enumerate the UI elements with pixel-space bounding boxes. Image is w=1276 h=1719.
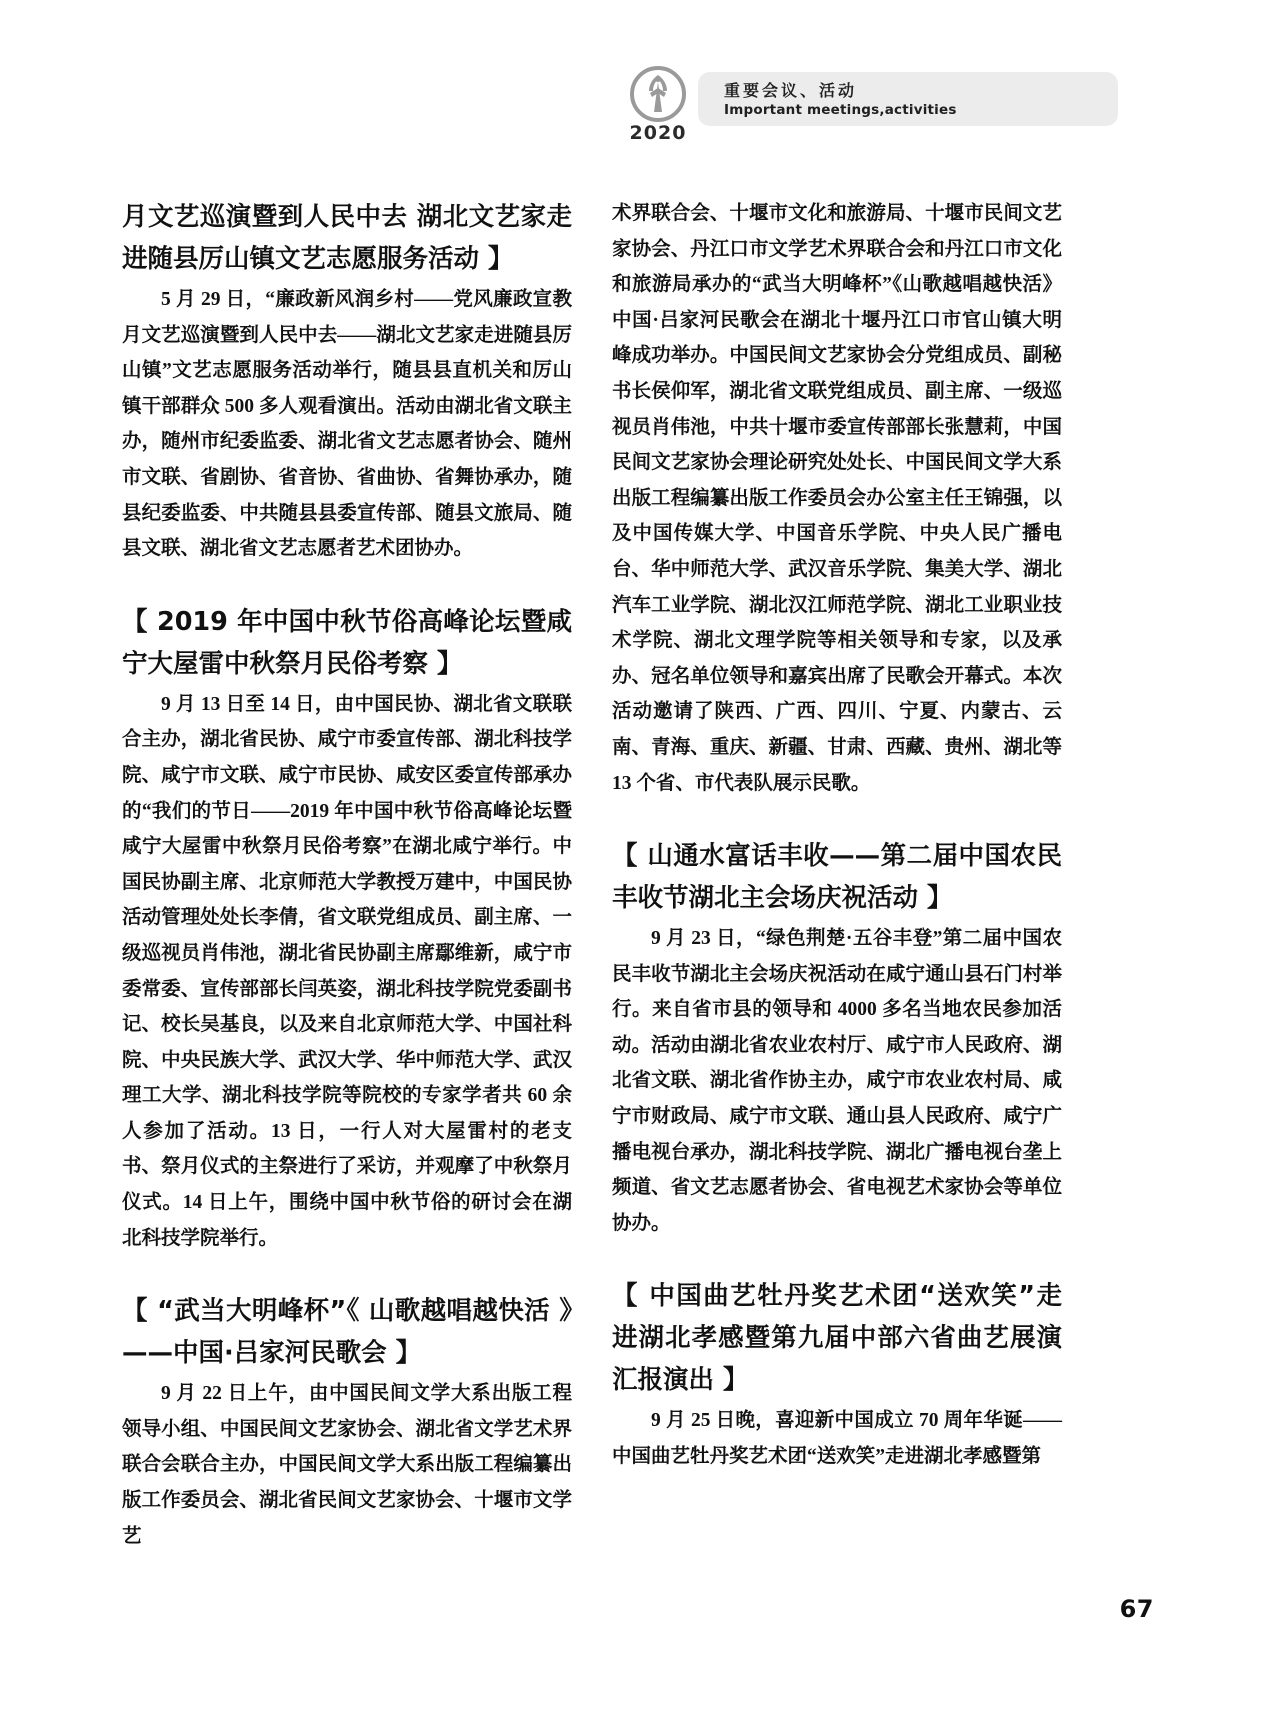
paragraph-nongmin-fengshou: 9 月 23 日，“绿色荆楚·五谷丰登”第二届中国农民丰收节湖北主会场庆祝活动在咸宁通山县石门村举行。来自省市县的领导和 4000 多名当地农民参加活动。活动由湖北省农业农村厅、咸宁市人民政府、湖北省文联、湖北省作协主办，咸宁市农业农村局、咸宁市财政局、咸宁市文联、通山县人民政府、咸宁广播电视台承办，湖北科技学院、湖北广播电视台垄上频道、省文艺志愿者协会、省电视艺术家协会等单位协办。 [612,928,1062,1234]
header-section-title-cn: 重要会议、活动 [724,81,858,100]
paragraph-zhongqiu-luntan: 9 月 13 日至 14 日，由中国民协、湖北省文联联合主办，湖北省民协、咸宁市委宣传部、湖北科技学院、咸宁市文联、咸宁市民协、咸安区委宣传部承办的“我们的节日——2019 年中国中秋节俗高峰论坛暨咸宁大屋雷中秋祭月民俗考察”在湖北咸宁举行。中国民协副主席、北京师范大学教授万建中，中国民协活动管理处处长李倩，省文联党组成员、副主席、一级巡视员肖伟池，湖北省民协副主席鄢维新，咸宁市委常委、宣传部部长闫英姿，湖北科技学院党委副书记、校长吴基良，以及来自北京师范大学、中国社科院、中央民族大学、武汉大学、华中师范大学、武汉理工大学、湖北科技学院等院校的专家学者共 60 余人参加了活动。13 日，一行人对大屋雷村的老支书、祭月仪式的主祭进行了采访，并观摩了中秋祭月仪式。14 日上午，围绕中国中秋节俗的研讨会在湖北科技学院举行。 [122,693,572,1249]
paragraph-wudang-shange-continued: 术界联合会、十堰市文化和旅游局、十堰市民间文艺家协会、丹江口市文学艺术界联合会和丹江口市文化和旅游局承办的“武当大明峰杯”《山歌越唱越快活》中国·吕家河民歌会在湖北十堰丹江口市官山镇大明峰成功举办。中国民间文艺家协会分党组成员、副秘书长侯仰军，湖北省文联党组成员、副主席、一级巡视员肖伟池，中共十堰市委宣传部部长张慧莉，中国民间文艺家协会理论研究处处长、中国民间文学大系出版工程编纂出版工作委员会办公室主任王锦强，以及中国传媒大学、中国音乐学院、中央人民广播电台、华中师范大学、武汉音乐学院、集美大学、湖北汽车工业学院、湖北汉江师范学院、湖北工业职业技术学院、湖北文理学院等相关领导和专家，以及承办、冠名单位领导和嘉宾出席了民歌会开幕式。本次活动邀请了陕西、广西、四川、宁夏、内蒙古、云南、青海、重庆、新疆、甘肃、西藏、贵州、湖北等 13 个省、市代表队展示民歌。 [612,203,1062,794]
right-text-column [612,196,1062,1475]
section-heading-mudanjiang-quyi: 【 中国曲艺牡丹奖艺术团“送欢笑”走进湖北孝感暨第九届中部六省曲艺展演汇报演出 】 [612,1281,1062,1396]
running-header [620,66,1120,146]
section-heading-wenyi-xunyan: 月文艺巡演暨到人民中去 湖北文艺家走进随县厉山镇文艺志愿服务活动 】 [122,202,572,274]
paragraph-mudanjiang-quyi: 9 月 25 日晚，喜迎新中国成立 70 周年华诞——中国曲艺牡丹奖艺术团“送欢笑”走进湖北孝感暨第 [612,1410,1062,1468]
left-text-column [122,196,572,1554]
paragraph-wudang-shange: 9 月 22 日上午，由中国民间文学大系出版工程领导小组、中国民间文艺家协会、湖北省文学艺术界联合会联合主办，中国民间文学大系出版工程编纂出版工作委员会、湖北省民间文艺家协会、十堰市文学艺 [122,1383,572,1547]
section-heading-zhongqiu-luntan: 【 2019 年中国中秋节俗高峰论坛暨咸宁大屋雷中秋祭月民俗考察 】 [122,606,572,679]
header-section-title-en: Important meetings,activities [724,102,957,118]
paragraph-wenyi-xunyan: 5 月 29 日，“廉政新风润乡村——党风廉政宣教月文艺巡演暨到人民中去——湖北文艺家走进随县厉山镇”文艺志愿服务活动举行，随县县直机关和厉山镇干部群众 500 多人观看演出。活动由湖北省文联主办，随州市纪委监委、湖北省文艺志愿者协会、随州市文联、省剧协、省音协、省曲协、省舞协承办，随县纪委监委、中共随县县委宣传部、随县文旅局、随县文联、湖北省文艺志愿者艺术团协办。 [122,289,572,560]
header-year: 2020 [629,122,687,144]
section-heading-wudang-shange: 【 “武当大明峰杯”《 山歌越唱越快活 》——中国·吕家河民歌会 】 [122,1296,572,1369]
page-number: 67 [1119,1595,1154,1623]
emblem-figure-icon [630,66,686,122]
section-heading-nongmin-fengshou: 【 山通水富话丰收——第二届中国农民丰收节湖北主会场庆祝活动 】 [612,841,1062,914]
header-logo [620,66,696,146]
